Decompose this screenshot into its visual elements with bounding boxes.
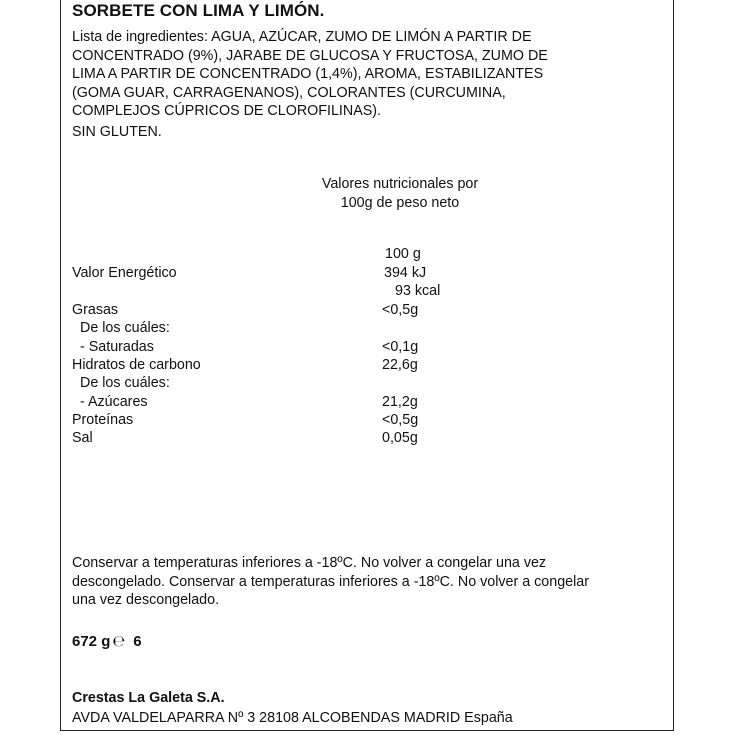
nutrition-row-value: 21,2g (382, 394, 418, 410)
net-weight: 672 g (72, 633, 111, 650)
nutrition-header-line: 100g de peso neto (340, 194, 460, 211)
nutrition-row-label: Valor Energético (72, 265, 177, 281)
nutrition-row-label: De los cuáles: (80, 375, 170, 391)
nutrition-column-label: 100 g (385, 246, 421, 262)
storage-line: Conservar a temperaturas inferiores a -18ºC. No volver a congelar una vez (72, 555, 547, 571)
nutrition-row-value: 394 kJ (384, 265, 427, 281)
storage-line: descongelado. Conservar a temperaturas inferiores a -18ºC. No volver a congelar (72, 573, 589, 590)
nutrition-row-label: - Azúcares (80, 394, 148, 410)
nutrition-header (300, 175, 500, 212)
unit-count: 6 (133, 633, 142, 650)
estimated-sign-icon: ℮ (112, 632, 126, 650)
ingredients-line: CONCENTRADO (9%), JARABE DE GLUCOSA Y FRUCTOSA, ZUMO DE (72, 47, 548, 64)
product-title: SORBETE CON LIMA Y LIMÓN. (72, 1, 325, 20)
nutrition-row-label: De los cuáles: (80, 320, 170, 336)
ingredients-line: (GOMA GUAR, CARRAGENANOS), COLORANTES (CURCUMINA, (72, 84, 506, 101)
company-name: Crestas La Galeta S.A. (72, 690, 225, 706)
storage-line: una vez descongelado. (72, 592, 220, 609)
nutrition-row-value: <0,5g (382, 302, 419, 318)
storage-instructions (72, 554, 589, 610)
company-address: AVDA VALDELAPARRA Nº 3 28108 ALCOBENDAS MADRID España (72, 710, 513, 726)
ingredients-line: LIMA A PARTIR DE CONCENTRADO (1,4%), AROMA, ESTABILIZANTES (72, 66, 544, 83)
nutrition-row-label: Sal (72, 430, 93, 446)
nutrition-row-label: Proteínas (72, 412, 134, 428)
nutrition-header-line: Valores nutricionales por (321, 176, 479, 192)
nutrition-row-label: - Saturadas (80, 339, 154, 355)
nutrition-row-label: Grasas (72, 302, 119, 318)
nutrition-row-label: Hidratos de carbono (72, 357, 201, 373)
nutrition-row-value: <0,5g (382, 412, 419, 428)
nutrition-row-value: 93 kcal (395, 283, 441, 299)
ingredients-list (72, 28, 632, 121)
ingredients-line: COMPLEJOS CÚPRICOS DE CLOROFILINAS). (72, 103, 382, 120)
gluten-note: SIN GLUTEN. (72, 124, 162, 140)
ingredients-line: Lista de ingredientes: AGUA, AZÚCAR, ZUMO DE LIMÓN A PARTIR DE (72, 29, 532, 45)
nutrition-row-value: 0,05g (382, 430, 418, 446)
nutrition-row-value: 22,6g (382, 357, 418, 373)
net-quantity (72, 632, 142, 650)
nutrition-row-value: <0,1g (382, 339, 419, 355)
